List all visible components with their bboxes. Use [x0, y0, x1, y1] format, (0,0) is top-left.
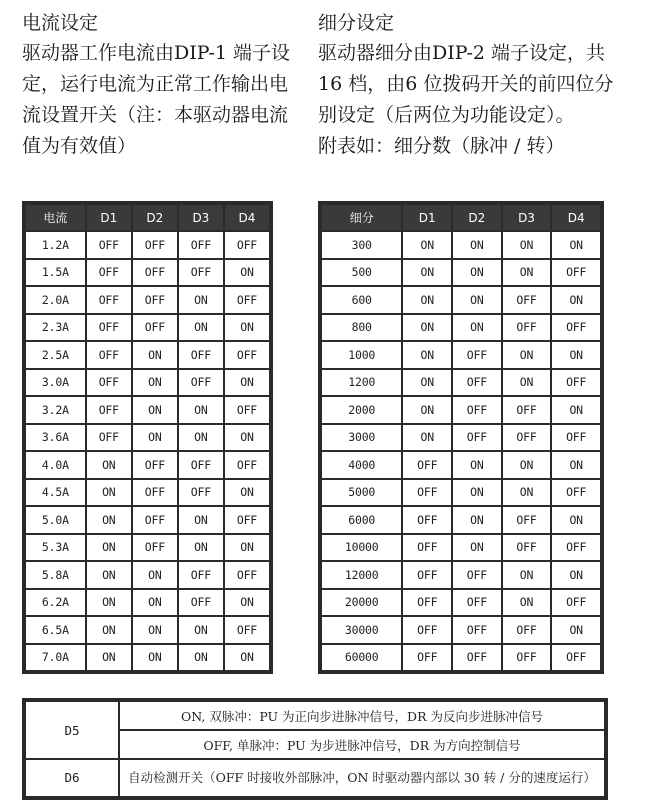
table-row: [26, 315, 269, 341]
table-cell: ON: [225, 425, 269, 451]
table-cell: ON: [552, 287, 600, 313]
table-cell: 1200: [322, 370, 401, 396]
d5-on-description: ON, 双脉冲：PU 为正向步进脉冲信号，DR 为反向步进脉冲信号: [120, 702, 604, 729]
microstep-table-header: [322, 205, 600, 230]
table-row: [26, 370, 269, 396]
table-cell: OFF: [179, 480, 223, 506]
table-cell: ON: [453, 535, 501, 561]
table-cell: OFF: [403, 617, 451, 643]
table-cell: 5.0A: [26, 507, 85, 533]
table-cell: ON: [179, 535, 223, 561]
table-row: [26, 260, 269, 286]
table-cell: 7.0A: [26, 645, 85, 671]
current-table-body: [26, 232, 269, 670]
table-cell: 1.5A: [26, 260, 85, 286]
table-cell: ON: [552, 232, 600, 258]
table-cell: 30000: [322, 617, 401, 643]
table-cell: 10000: [322, 535, 401, 561]
table-cell: OFF: [552, 590, 600, 616]
table-cell: OFF: [225, 342, 269, 368]
table-cell: OFF: [552, 645, 600, 671]
table-cell: OFF: [453, 370, 501, 396]
table-cell: OFF: [552, 315, 600, 341]
table-cell: 2000: [322, 397, 401, 423]
table-cell: OFF: [133, 507, 177, 533]
table-cell: ON: [453, 507, 501, 533]
table-cell: ON: [87, 645, 131, 671]
table-cell: 4.5A: [26, 480, 85, 506]
column-header: D4: [552, 205, 600, 230]
table-row: [322, 370, 600, 396]
d6-label: D6: [26, 760, 118, 796]
table-cell: ON: [87, 480, 131, 506]
table-cell: ON: [503, 452, 551, 478]
table-cell: OFF: [453, 425, 501, 451]
table-cell: ON: [403, 260, 451, 286]
table-cell: ON: [179, 507, 223, 533]
table-row: [26, 590, 269, 616]
table-cell: OFF: [403, 590, 451, 616]
table-row: [26, 480, 269, 506]
table-cell: ON: [453, 452, 501, 478]
current-setting-title: 电流设定: [22, 12, 99, 34]
table-cell: ON: [87, 562, 131, 588]
table-cell: 60000: [322, 645, 401, 671]
table-cell: OFF: [225, 287, 269, 313]
table-cell: OFF: [453, 617, 501, 643]
d5-label: D5: [26, 702, 118, 758]
table-cell: ON: [453, 315, 501, 341]
table-row: [26, 617, 269, 643]
table-cell: ON: [503, 562, 551, 588]
table-cell: 5.3A: [26, 535, 85, 561]
table-cell: OFF: [133, 315, 177, 341]
table-row: [322, 645, 600, 671]
table-cell: 2.3A: [26, 315, 85, 341]
table-cell: OFF: [503, 535, 551, 561]
table-cell: OFF: [225, 507, 269, 533]
table-cell: OFF: [225, 617, 269, 643]
column-header: D2: [453, 205, 501, 230]
table-cell: ON: [552, 342, 600, 368]
table-cell: 500: [322, 260, 401, 286]
table-cell: ON: [552, 617, 600, 643]
table-cell: ON: [225, 480, 269, 506]
table-cell: 5000: [322, 480, 401, 506]
table-cell: OFF: [403, 535, 451, 561]
table-cell: ON: [225, 535, 269, 561]
table-cell: OFF: [225, 562, 269, 588]
table-row: [322, 397, 600, 423]
table-cell: 12000: [322, 562, 401, 588]
table-row: [322, 535, 600, 561]
table-cell: ON: [503, 232, 551, 258]
table-row: [322, 287, 600, 313]
table-cell: OFF: [552, 260, 600, 286]
table-cell: OFF: [225, 452, 269, 478]
table-cell: OFF: [503, 287, 551, 313]
table-cell: OFF: [133, 232, 177, 258]
table-cell: OFF: [503, 425, 551, 451]
table-cell: OFF: [179, 232, 223, 258]
table-cell: OFF: [453, 562, 501, 588]
d6-row: [26, 760, 604, 796]
table-cell: OFF: [552, 370, 600, 396]
table-cell: 1000: [322, 342, 401, 368]
table-cell: OFF: [503, 315, 551, 341]
table-cell: ON: [133, 370, 177, 396]
column-header: D4: [225, 205, 269, 230]
table-cell: 4.0A: [26, 452, 85, 478]
table-cell: OFF: [225, 232, 269, 258]
table-cell: OFF: [179, 452, 223, 478]
table-cell: ON: [503, 342, 551, 368]
table-cell: OFF: [453, 342, 501, 368]
table-cell: OFF: [87, 342, 131, 368]
table-cell: ON: [87, 617, 131, 643]
table-row: [322, 260, 600, 286]
table-cell: 5.8A: [26, 562, 85, 588]
table-row: [26, 425, 269, 451]
table-cell: ON: [225, 315, 269, 341]
table-cell: OFF: [87, 315, 131, 341]
table-cell: ON: [552, 507, 600, 533]
table-cell: OFF: [87, 260, 131, 286]
table-row: [322, 590, 600, 616]
table-cell: 3.2A: [26, 397, 85, 423]
table-cell: OFF: [403, 562, 451, 588]
table-row: [322, 342, 600, 368]
table-cell: OFF: [133, 287, 177, 313]
table-cell: OFF: [552, 425, 600, 451]
table-row: [322, 480, 600, 506]
table-cell: ON: [133, 397, 177, 423]
table-cell: 3.0A: [26, 370, 85, 396]
table-cell: OFF: [403, 452, 451, 478]
table-cell: ON: [403, 342, 451, 368]
table-row: [26, 507, 269, 533]
table-cell: OFF: [133, 480, 177, 506]
table-cell: ON: [133, 617, 177, 643]
table-cell: OFF: [179, 370, 223, 396]
table-row: [26, 232, 269, 258]
column-header: D3: [179, 205, 223, 230]
table-cell: ON: [403, 315, 451, 341]
table-row: [26, 645, 269, 671]
table-row: [26, 397, 269, 423]
table-cell: 300: [322, 232, 401, 258]
column-header: D2: [133, 205, 177, 230]
table-row: [26, 562, 269, 588]
microstep-table-body: [322, 232, 600, 670]
table-cell: ON: [225, 590, 269, 616]
table-cell: OFF: [453, 397, 501, 423]
table-cell: ON: [179, 645, 223, 671]
table-cell: ON: [133, 562, 177, 588]
microstep-table: [318, 201, 604, 674]
table-cell: ON: [503, 370, 551, 396]
table-row: [26, 452, 269, 478]
table-cell: 20000: [322, 590, 401, 616]
table-cell: ON: [403, 397, 451, 423]
table-cell: OFF: [552, 480, 600, 506]
table-cell: ON: [503, 590, 551, 616]
table-cell: ON: [179, 617, 223, 643]
table-cell: OFF: [133, 260, 177, 286]
table-cell: OFF: [225, 397, 269, 423]
table-cell: OFF: [87, 232, 131, 258]
table-cell: 600: [322, 287, 401, 313]
dip-function-table: [22, 698, 608, 800]
current-table-header: [26, 205, 269, 230]
table-cell: ON: [225, 260, 269, 286]
table-cell: ON: [87, 590, 131, 616]
table-cell: ON: [503, 480, 551, 506]
table-cell: OFF: [179, 342, 223, 368]
microstep-setting-section: [318, 8, 618, 162]
table-cell: 6.5A: [26, 617, 85, 643]
table-cell: 3.6A: [26, 425, 85, 451]
table-row: [322, 425, 600, 451]
table-row: [322, 562, 600, 588]
table-cell: ON: [403, 370, 451, 396]
table-cell: ON: [503, 260, 551, 286]
d6-description: 自动检测开关（OFF 时接收外部脉冲，ON 时驱动器内部以 30 转 / 分的速度运行）: [120, 760, 604, 796]
table-cell: 3000: [322, 425, 401, 451]
table-cell: ON: [87, 452, 131, 478]
table-cell: OFF: [179, 590, 223, 616]
table-row: [26, 287, 269, 313]
table-cell: OFF: [87, 370, 131, 396]
column-header: D1: [403, 205, 451, 230]
table-cell: OFF: [403, 645, 451, 671]
table-cell: OFF: [87, 397, 131, 423]
table-cell: ON: [403, 287, 451, 313]
table-cell: ON: [453, 260, 501, 286]
column-header: 细分: [322, 205, 401, 230]
table-row: [322, 315, 600, 341]
current-setting-section: [22, 8, 292, 162]
microstep-setting-title: 细分设定: [318, 12, 395, 34]
table-cell: OFF: [179, 562, 223, 588]
table-cell: ON: [552, 562, 600, 588]
table-cell: ON: [133, 645, 177, 671]
table-cell: ON: [179, 397, 223, 423]
table-cell: OFF: [503, 617, 551, 643]
table-cell: 800: [322, 315, 401, 341]
table-cell: 6.2A: [26, 590, 85, 616]
table-cell: ON: [87, 535, 131, 561]
table-cell: OFF: [133, 535, 177, 561]
table-cell: ON: [133, 590, 177, 616]
table-cell: ON: [133, 342, 177, 368]
table-cell: OFF: [87, 425, 131, 451]
table-cell: ON: [225, 370, 269, 396]
table-cell: OFF: [179, 260, 223, 286]
table-cell: ON: [179, 315, 223, 341]
table-cell: OFF: [453, 645, 501, 671]
table-cell: 1.2A: [26, 232, 85, 258]
current-setting-paragraph: 驱动器工作电流由DIP-1 端子设定，运行电流为正常工作输出电流设置开关（注：本驱动器电流值为有效值）: [22, 42, 291, 157]
table-cell: ON: [453, 480, 501, 506]
table-cell: OFF: [403, 480, 451, 506]
table-row: [322, 452, 600, 478]
table-cell: OFF: [133, 452, 177, 478]
table-cell: 4000: [322, 452, 401, 478]
table-cell: ON: [133, 425, 177, 451]
table-cell: ON: [179, 287, 223, 313]
table-cell: OFF: [453, 590, 501, 616]
table-cell: 2.5A: [26, 342, 85, 368]
column-header: 电流: [26, 205, 85, 230]
table-cell: OFF: [503, 397, 551, 423]
table-cell: 2.0A: [26, 287, 85, 313]
table-cell: OFF: [503, 507, 551, 533]
table-cell: ON: [552, 397, 600, 423]
table-cell: ON: [179, 425, 223, 451]
table-row: [26, 342, 269, 368]
column-header: D1: [87, 205, 131, 230]
table-cell: ON: [225, 645, 269, 671]
table-row: [322, 617, 600, 643]
d5-on-row: [26, 702, 604, 729]
table-cell: OFF: [503, 645, 551, 671]
table-cell: OFF: [403, 507, 451, 533]
table-cell: ON: [87, 507, 131, 533]
table-row: [322, 232, 600, 258]
table-cell: ON: [453, 232, 501, 258]
table-cell: ON: [453, 287, 501, 313]
table-cell: ON: [403, 232, 451, 258]
table-cell: OFF: [552, 535, 600, 561]
table-cell: ON: [403, 425, 451, 451]
table-row: [322, 507, 600, 533]
microstep-table-caption: 附表如：细分数（脉冲 / 转）: [318, 135, 565, 157]
current-table: [22, 201, 273, 674]
column-header: D3: [503, 205, 551, 230]
table-cell: 6000: [322, 507, 401, 533]
microstep-setting-paragraph: 驱动器细分由DIP-2 端子设定，共16 档，由6 位拨码开关的前四位分别设定（后两位为功能设定）。: [318, 42, 614, 126]
d5-off-description: OFF, 单脉冲：PU 为步进脉冲信号，DR 为方向控制信号: [120, 731, 604, 758]
table-cell: OFF: [87, 287, 131, 313]
table-cell: ON: [552, 452, 600, 478]
table-row: [26, 535, 269, 561]
